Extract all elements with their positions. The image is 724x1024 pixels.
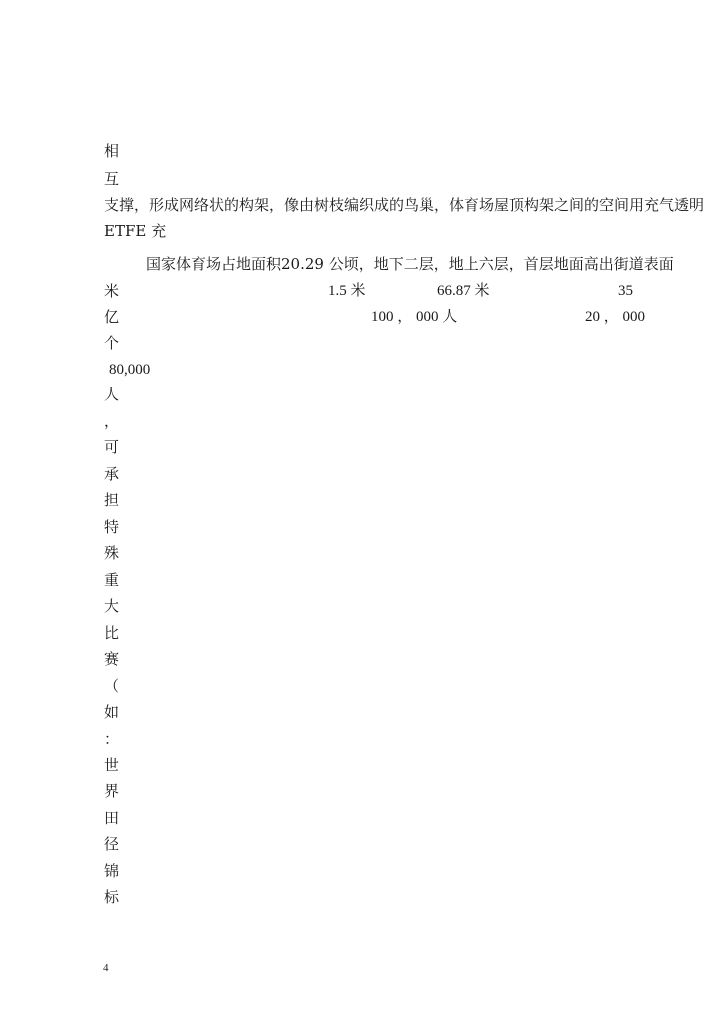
text-line-1: 相 xyxy=(104,142,120,160)
column-char: 田 xyxy=(104,809,120,827)
column-char: （ xyxy=(104,677,120,695)
paragraph-line-2-value-2: 66.87 米 xyxy=(437,283,490,299)
page-number: 4 xyxy=(103,962,109,974)
column-char: 标 xyxy=(104,888,120,906)
paragraph-line-3-value-2: 20 ， 000 xyxy=(585,309,646,325)
paragraph-line-3-start: 亿 xyxy=(104,308,120,326)
column-char: 赛 xyxy=(104,650,120,668)
paragraph-line-2-value-1: 1.5 米 xyxy=(328,283,366,299)
column-number: 80,000 xyxy=(109,362,151,378)
column-char: 承 xyxy=(104,465,120,483)
paragraph-line-3-value-1: 100 ， 000 人 xyxy=(371,309,458,325)
column-char: 殊 xyxy=(104,544,120,562)
column-char: ， xyxy=(104,412,120,430)
text-line-4: ETFE 充 xyxy=(104,222,167,240)
column-char: 锦 xyxy=(104,862,120,880)
column-char: 如 xyxy=(104,703,120,721)
column-char: 人 xyxy=(104,385,120,403)
text-line-2: 互 xyxy=(104,170,120,188)
column-char: 大 xyxy=(104,597,120,615)
column-char: 重 xyxy=(104,571,120,589)
column-char: ： xyxy=(104,730,120,748)
paragraph-line-1: 国家体育场占地面积20.29 公顷，地下二层，地上六层，首层地面高出街道表面 xyxy=(146,255,674,273)
paragraph-line-2-value-3: 35 xyxy=(618,283,633,299)
column-char: 比 xyxy=(104,624,120,642)
column-char: 界 xyxy=(104,782,120,800)
paragraph-line-2-start: 米 xyxy=(104,282,120,300)
text-line-3: 支撑，形成网络状的构架，像由树枝编织成的鸟巢，体育场屋顶构架之间的空间用充气透明 xyxy=(104,196,705,214)
column-char: 可 xyxy=(104,438,120,456)
column-char: 径 xyxy=(104,835,120,853)
column-char: 世 xyxy=(104,756,120,774)
column-char: 担 xyxy=(104,491,120,509)
column-char: 特 xyxy=(104,518,120,536)
column-char: 个 xyxy=(104,334,120,352)
